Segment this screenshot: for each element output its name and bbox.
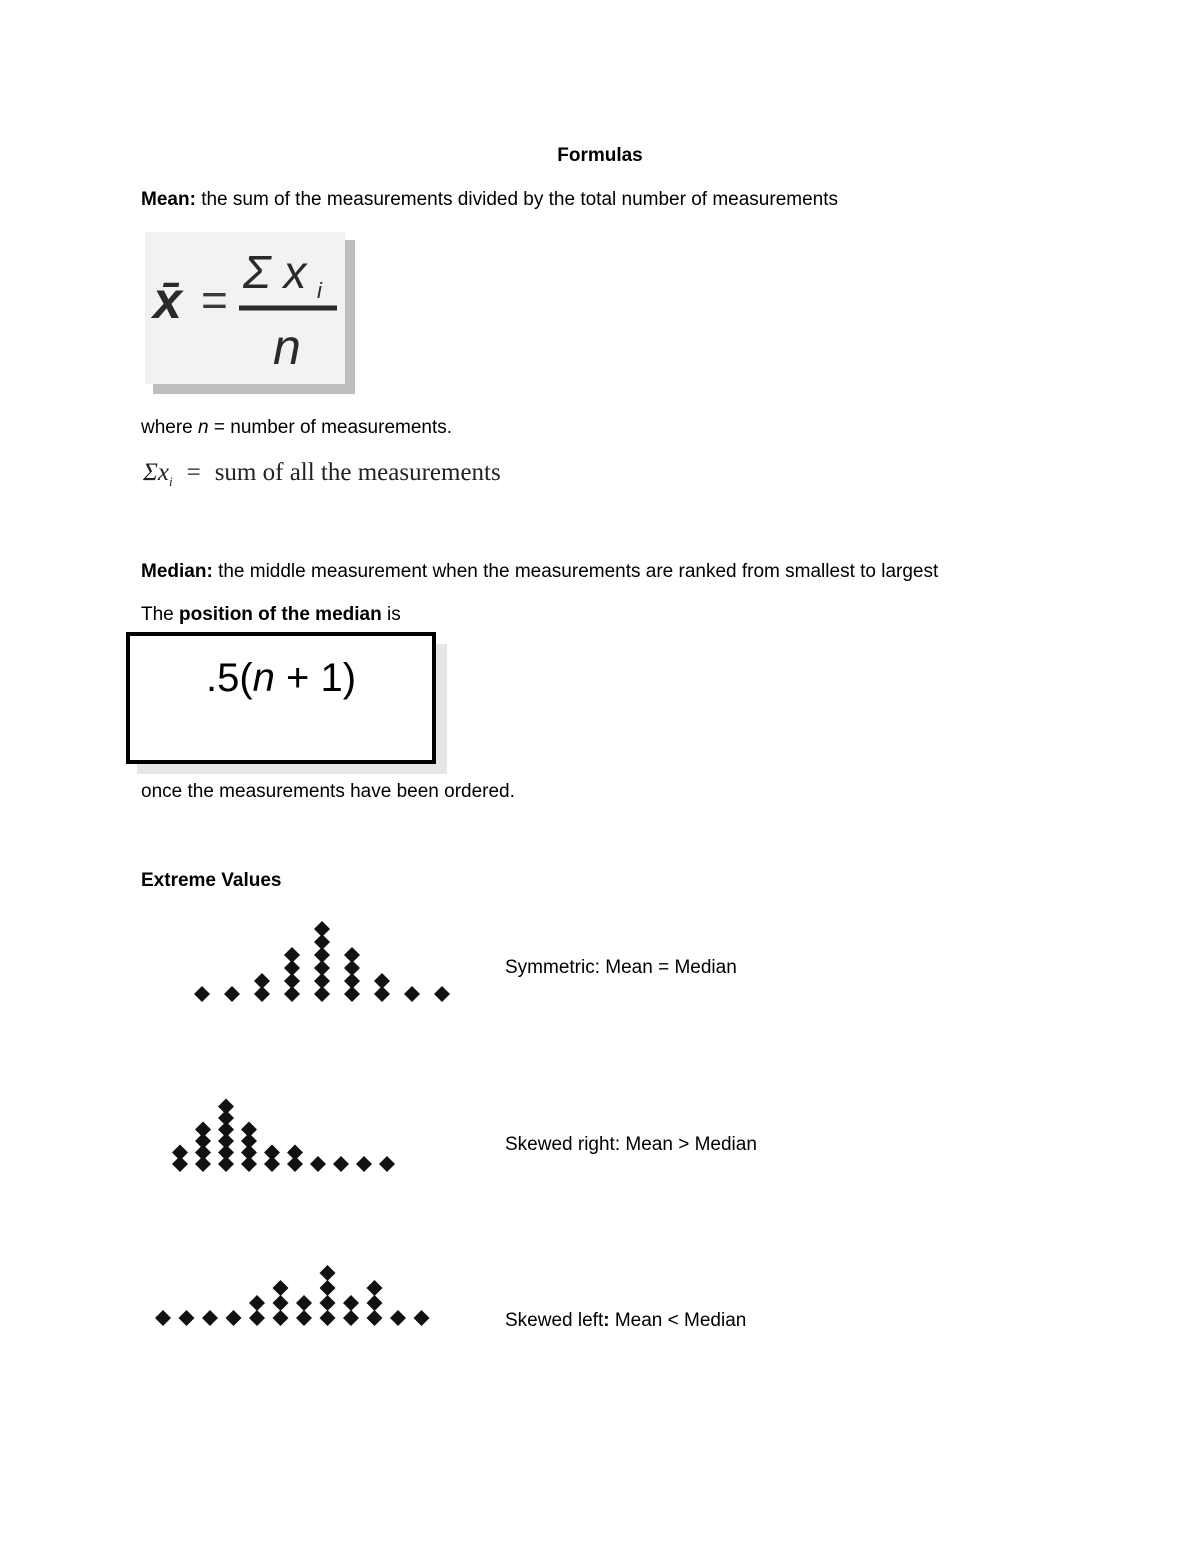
mean-definition-line bbox=[141, 188, 838, 212]
median-definition: the middle measurement when the measurements are ranked from smallest to largest bbox=[218, 561, 939, 582]
dot-marker bbox=[320, 1295, 336, 1311]
where-suffix: = number of measurements. bbox=[213, 417, 453, 438]
dot-marker bbox=[404, 986, 420, 1002]
median-formula bbox=[130, 654, 432, 702]
equals-sign: = bbox=[201, 274, 228, 326]
x-bar-symbol: x̄ bbox=[153, 272, 182, 330]
position-bold: position of the median bbox=[179, 604, 382, 625]
dot-marker bbox=[333, 1156, 349, 1172]
dot-marker bbox=[264, 1145, 280, 1161]
symmetric-caption bbox=[505, 956, 737, 980]
dot-marker bbox=[310, 1156, 326, 1172]
dot-marker bbox=[224, 986, 240, 1002]
median-label: Median: bbox=[141, 561, 213, 582]
skewed-left-dot-plot bbox=[145, 1215, 435, 1335]
symmetric-caption-text: Mean = Median bbox=[605, 957, 737, 978]
dot-marker bbox=[367, 1280, 383, 1296]
dot-marker bbox=[254, 973, 270, 989]
mean-label: Mean: bbox=[141, 189, 196, 210]
median-position-line bbox=[141, 603, 401, 627]
dot-marker bbox=[241, 1122, 257, 1138]
symmetric-caption-label: Symmetric: bbox=[505, 957, 600, 978]
mean-formula-image bbox=[145, 232, 355, 394]
skewed-left-caption-colon: : bbox=[603, 1310, 610, 1331]
dot-marker bbox=[320, 1310, 336, 1326]
symmetric-dot-plot bbox=[180, 900, 470, 1010]
where-prefix: where bbox=[141, 417, 193, 438]
dot-marker bbox=[284, 947, 300, 963]
dot-marker bbox=[249, 1310, 265, 1326]
sum-symbol: Σx bbox=[143, 459, 169, 486]
dot-marker bbox=[155, 1310, 171, 1326]
median-formula-box bbox=[126, 632, 436, 764]
dot-marker bbox=[344, 947, 360, 963]
dot-marker bbox=[356, 1156, 372, 1172]
where-variable: n bbox=[198, 417, 209, 438]
extreme-values-heading: Extreme Values bbox=[141, 870, 282, 891]
dot-marker bbox=[414, 1310, 430, 1326]
dot-marker bbox=[367, 1310, 383, 1326]
dot-marker bbox=[273, 1280, 289, 1296]
dot-marker bbox=[226, 1310, 242, 1326]
denominator: n bbox=[273, 319, 301, 375]
numerator: Σ x bbox=[243, 246, 307, 298]
skewed-right-caption bbox=[505, 1133, 757, 1157]
dot-marker bbox=[434, 986, 450, 1002]
dot-marker bbox=[249, 1295, 265, 1311]
dot-marker bbox=[172, 1145, 188, 1161]
dot-marker bbox=[194, 986, 210, 1002]
sum-equals: = bbox=[186, 459, 201, 486]
skewed-right-caption-text: Mean > Median bbox=[625, 1134, 757, 1155]
dot-marker bbox=[343, 1310, 359, 1326]
sum-text: sum of all the measurements bbox=[214, 459, 501, 486]
mean-definition: the sum of the measurements divided by the total number of measurements bbox=[201, 189, 839, 210]
median-formula-var: n bbox=[252, 656, 275, 700]
where-line bbox=[141, 416, 452, 440]
dot-marker bbox=[179, 1310, 195, 1326]
skewed-left-caption-label: Skewed left bbox=[505, 1310, 604, 1331]
dot-marker bbox=[218, 1099, 234, 1115]
skewed-left-caption bbox=[505, 1309, 746, 1333]
page-title: Formulas bbox=[557, 145, 643, 166]
dot-marker bbox=[343, 1295, 359, 1311]
sum-subscript: i bbox=[168, 474, 173, 489]
median-definition-line bbox=[141, 560, 938, 584]
skewed-left-caption-text: Mean < Median bbox=[614, 1310, 747, 1331]
median-formula-b: + 1) bbox=[274, 656, 357, 700]
dot-marker bbox=[273, 1310, 289, 1326]
numerator-subscript: i bbox=[317, 278, 322, 303]
dot-marker bbox=[314, 921, 330, 937]
dot-marker bbox=[320, 1265, 336, 1281]
dot-marker bbox=[296, 1310, 312, 1326]
dot-marker bbox=[296, 1295, 312, 1311]
skewed-right-dot-plot bbox=[160, 1070, 450, 1180]
median-formula-a: .5( bbox=[205, 656, 253, 700]
dot-marker bbox=[195, 1122, 211, 1138]
median-after-text: once the measurements have been ordered. bbox=[141, 781, 515, 802]
position-suffix: is bbox=[386, 604, 401, 625]
dot-marker bbox=[374, 973, 390, 989]
dot-marker bbox=[379, 1156, 395, 1172]
position-prefix: The bbox=[141, 604, 174, 625]
sum-definition bbox=[143, 456, 501, 499]
dot-marker bbox=[287, 1145, 303, 1161]
dot-marker bbox=[390, 1310, 406, 1326]
skewed-right-caption-label: Skewed right: bbox=[505, 1134, 621, 1155]
mean-formula-svg bbox=[145, 232, 355, 394]
dot-marker bbox=[320, 1280, 336, 1296]
dot-marker bbox=[367, 1295, 383, 1311]
dot-marker bbox=[202, 1310, 218, 1326]
dot-marker bbox=[273, 1295, 289, 1311]
